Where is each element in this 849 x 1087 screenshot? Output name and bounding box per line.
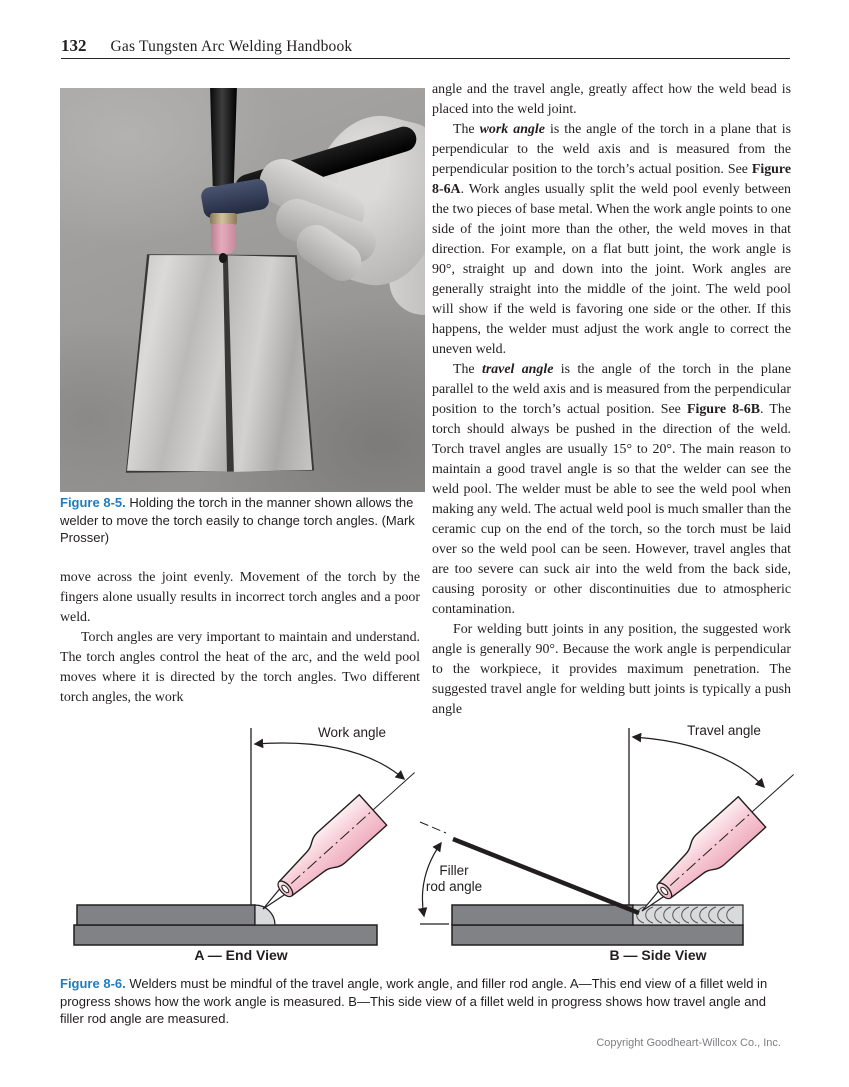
work-angle-label: Work angle: [317, 725, 387, 740]
running-head-title: Gas Tungsten Arc Welding Handbook: [110, 38, 353, 55]
paragraph: For welding butt joints in any position, the suggested work angle is generally 90°. Because the work angle is perpendicular to the workpiece, it provides maximum penetration. The suggested travel angle for welding butt joints is typically a push angle: [432, 622, 791, 717]
paragraph-text: . Work angles usually split the weld pool evenly between the two pieces of base metal. When the work angle points to one side of the joint more than the other, the weld moves in that direction. For example, on a flat butt joint, the work angle is 90°, straight up and down into the joint. Work angles are generally straight into the middle of the joint. The weld pool will show if the weld is favoring one side or the other. If this happens, the welder must adjust the work angle to correct the uneven weld.: [432, 182, 791, 357]
figure-8-6-caption-text: Welders must be mindful of the travel angle, work angle, and filler rod angle. A—This end view of a fillet weld in progress shows how the work angle is measured. B—This side view of a fillet weld in progress shows how travel angle and filler rod angle are measured.: [60, 976, 768, 1027]
paragraph: [432, 360, 791, 620]
figure-8-5-caption: [60, 494, 416, 547]
travel-angle-arc: [633, 737, 764, 787]
figure-8-5-photo: [60, 88, 425, 492]
key-term-travel-angle: travel angle: [481, 362, 554, 377]
figure-reference: Figure 8-6A: [432, 162, 791, 197]
key-term-work-angle: work angle: [479, 122, 545, 137]
upper-plate: [452, 905, 633, 925]
right-column-text: [432, 80, 791, 720]
paragraph: angle and the travel angle, greatly affect how the weld bead is placed into the weld joint.: [432, 82, 791, 117]
paragraph-text: . The torch should always be pushed in the direction of the weld. Torch travel angles are usually 15° to 20°. The main reason to maintain a good travel angle is so that the welder can see the weld pool. The welder must be able to see the weld pool when making any weld. The actual weld pool is much smaller than the ceramic cup on the end of the torch, so the torch must be laid over so the weld pool can be seen. However, travel angles that are too severe can suck air into the weld from the back side, causing porosity or other discontinuities due to atmospheric contamination.: [432, 402, 791, 617]
torch-electrode-tip: [219, 253, 227, 263]
page-number: 132: [61, 36, 87, 55]
figure-reference: Figure 8-6B: [686, 402, 761, 417]
paragraph: [432, 120, 791, 360]
travel-angle-label: Travel angle: [687, 723, 761, 738]
figure-8-6-label: Figure 8-6.: [60, 976, 126, 991]
tig-torch-side-view: [628, 759, 795, 926]
torch-angle-diagram: [55, 713, 795, 969]
base-plate: [74, 925, 377, 945]
base-plate: [452, 925, 743, 945]
page-header: [61, 36, 790, 56]
copyright-notice: Copyright Goodheart-Willcox Co., Inc.: [596, 1037, 781, 1049]
figure-8-6-caption: [60, 975, 792, 1028]
filler-rod: [453, 839, 639, 913]
figure-8-5-caption-text: Holding the torch in the manner shown allows the welder to move the torch easily to change torch angles. (Mark Prosser): [60, 495, 415, 546]
header-rule: [61, 58, 790, 59]
paragraph: move across the joint evenly. Movement of the torch by the fingers alone usually results in incorrect torch angles and a poor weld.: [60, 570, 420, 625]
work-angle-arc: [255, 743, 404, 779]
paragraph-text: The: [453, 362, 482, 377]
paragraph: Torch angles are very important to maintain and understand. The torch angles control the heat of the arc, and the weld pool moves where it is directed by the torch angles. Two different torch angles, the work: [60, 630, 420, 705]
filler-rod-extension-line: [420, 822, 446, 833]
metal-plate-left: [126, 254, 228, 473]
figure-8-6-diagram: [55, 713, 795, 969]
metal-plate-right: [227, 254, 313, 473]
torch-ceramic-cup: [211, 224, 236, 254]
side-view-label: B — Side View: [609, 947, 707, 963]
upper-plate: [77, 905, 255, 925]
side-view-diagram: [420, 723, 795, 963]
paragraph-text: is the angle of the torch in a plane that is perpendicular to the weld axis and is measured from the perpendicular position to the torch’s actual position. See: [432, 122, 791, 177]
end-view-label: A — End View: [194, 947, 288, 963]
torch-neck-tube: [210, 88, 237, 186]
filler-rod-angle-label-line2: rod angle: [425, 879, 483, 894]
paragraph-text: The: [453, 122, 480, 137]
filler-rod-angle-label-line1: Filler: [439, 863, 469, 878]
tig-torch-end-view: [249, 757, 428, 924]
figure-8-5-label: Figure 8-5.: [60, 495, 126, 510]
left-column-text: [60, 568, 420, 708]
paragraph-text: is the angle of the torch in the plane parallel to the weld axis and is measured from the perpendicular position to the torch’s actual position. See: [432, 362, 791, 417]
end-view-diagram: [74, 725, 428, 963]
